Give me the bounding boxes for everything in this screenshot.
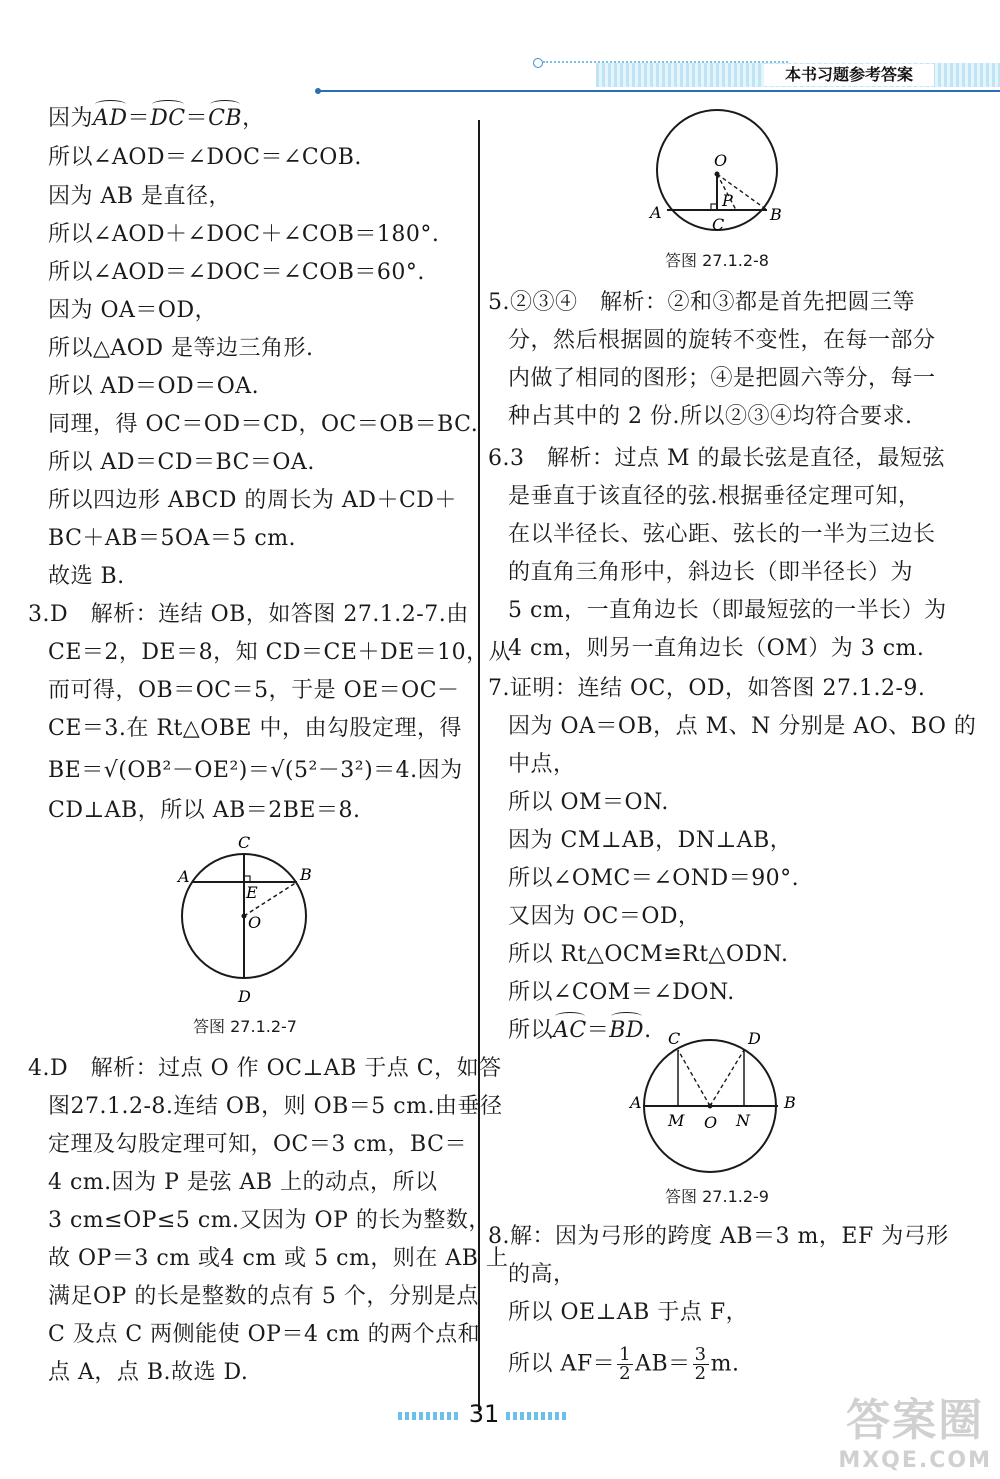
question-4-line: 4 cm.因为 P 是弦 AB 上的动点，所以 — [48, 1170, 438, 1195]
label-b: B — [770, 205, 782, 224]
text-fragment: 所以 — [508, 1018, 554, 1043]
text-line: 因为 AB 是直径， — [48, 184, 232, 209]
label-m: M — [668, 1111, 685, 1130]
dashed-od — [710, 1050, 744, 1106]
label-d: D — [238, 987, 251, 1006]
label-c: C — [238, 833, 251, 852]
question-4-line: 4.D 解析：过点 O 作 OC⊥AB 于点 C，如答 — [28, 1056, 502, 1081]
question-8-line: 的高， — [508, 1262, 576, 1287]
text-line: 同理，得 OC＝OD＝CD，OC＝OB＝BC. — [48, 412, 479, 437]
denominator: 2 — [694, 1363, 707, 1384]
text-line: 故选 B. — [48, 564, 125, 589]
question-7-line: 中点， — [508, 752, 576, 777]
label-a: A — [178, 867, 190, 886]
arc-bd: BD — [609, 1016, 644, 1046]
text-line: 所以 AD＝CD＝BC＝OA. — [48, 450, 315, 475]
page-number-ornament-right — [506, 1412, 566, 1420]
center-point — [242, 914, 247, 919]
text-fragment: ＝ — [586, 1018, 610, 1043]
text-line: 所以∠AOD＝∠DOC＝∠COB＝60°. — [48, 260, 425, 285]
question-6-line: 5 cm，一直角边长（即最短弦的一半长）为 — [508, 598, 947, 623]
text-fragment: ＝ — [127, 106, 151, 131]
question-7-line: 所以∠COM＝∠DON. — [508, 980, 735, 1005]
question-7-line: 所以 Rt△OCM≌Rt△ODN. — [508, 942, 789, 967]
question-6-line: 6.3 解析：过点 M 的最长弦是直径，最短弦 — [488, 446, 946, 471]
text-line: 所以∠AOD＝∠DOC＝∠COB. — [48, 145, 362, 170]
question-5-line: 分，然后根据圆的旋转不变性，在每一部分 — [508, 328, 936, 353]
question-8-line: 8.解：因为弓形的跨度 AB＝3 m，EF 为弓形 — [488, 1224, 949, 1249]
arc-cb: CB — [208, 104, 242, 134]
watermark-title: 答案圈 — [846, 1395, 985, 1446]
text-line: 所以 AD＝OD＝OA. — [48, 374, 260, 399]
question-4-line: 图27.1.2-8.连结 OB，则 OB＝5 cm.由垂径 — [48, 1094, 503, 1119]
text-line: BC＋AB＝5OA＝5 cm. — [48, 526, 297, 551]
text-fragment: AB＝ — [635, 1351, 691, 1377]
page-number: 31 — [468, 1400, 500, 1428]
question-8-line — [508, 1346, 739, 1383]
question-6-line: 4 cm，则另一直角边长（OM）为 3 cm. — [508, 636, 925, 661]
label-b: B — [300, 865, 312, 884]
question-7-line: 所以∠OMC＝∠OND＝90°. — [508, 866, 800, 891]
label-e: E — [246, 883, 258, 902]
numerator: 1 — [619, 1344, 632, 1365]
question-4-line: 3 cm≤OP≤5 cm.又因为 OP 的长为整数， — [48, 1208, 491, 1233]
label-a: A — [650, 203, 662, 222]
text-line: 所以四边形 ABCD 的周长为 AD＋CD＋ — [48, 488, 457, 513]
question-4-line: 定理及勾股定理可知，OC＝3 cm，BC＝ — [48, 1132, 467, 1157]
fraction-three-halves — [693, 1346, 709, 1383]
text-fragment: 所以 AF＝ — [508, 1351, 616, 1377]
text-line: 因为 OA＝OD， — [48, 298, 218, 323]
figure-27-1-2-9 — [626, 1029, 806, 1176]
question-7-line: 因为 CM⊥AB，DN⊥AB， — [508, 828, 793, 853]
question-5-line: 5.②③④ 解析：②和③都是首先把圆三等 — [488, 290, 915, 315]
question-7-line — [508, 1016, 652, 1046]
figure-caption: 答图 27.1.2-9 — [665, 1187, 769, 1206]
label-o: O — [704, 1113, 718, 1132]
watermark — [838, 1384, 992, 1473]
figure-caption: 答图 27.1.2-8 — [665, 251, 769, 270]
question-3-line: 而可得，OB＝OC＝5，于是 OE＝OC－ — [48, 678, 460, 703]
question-3-line: BE＝√(OB²－OE²)＝√(5²－3²)＝4.因为 — [48, 758, 463, 783]
center-point — [708, 1104, 713, 1109]
label-d: D — [748, 1029, 761, 1048]
label-a: A — [630, 1093, 642, 1112]
question-7-line: 又因为 OC＝OD， — [508, 904, 701, 929]
question-7-line: 因为 OA＝OB，点 M、N 分别是 AO、BO 的 — [508, 714, 977, 739]
question-4-line: 故 OP＝3 cm 或4 cm 或 5 cm，则在 AB 上 — [48, 1246, 509, 1271]
label-c: C — [712, 215, 725, 234]
text-line: 所以∠AOD＋∠DOC＋∠COB＝180°. — [48, 222, 440, 247]
question-6-line: 是垂直于该直径的弦.根据垂径定理可知， — [508, 484, 921, 509]
denominator: 2 — [619, 1363, 632, 1384]
label-o: O — [248, 913, 262, 932]
question-3-line: CE＝3.在 Rt△OBE 中，由勾股定理，得 — [48, 716, 462, 741]
label-b: B — [784, 1093, 796, 1112]
header-rule — [320, 90, 1000, 92]
header-ornament-dot — [533, 58, 543, 68]
question-5-line: 内做了相同的图形；④是把圆六等分，每一 — [508, 366, 936, 391]
question-3-line: CE＝2，DE＝8，知 CD＝CE＋DE＝10，从 — [48, 640, 512, 665]
arc-ac: AC — [553, 1016, 587, 1046]
question-5-line: 种占其中的 2 份.所以②③④均符合要求. — [508, 404, 913, 429]
question-4-line: 点 A，点 B.故选 D. — [48, 1360, 249, 1385]
text-fragment: . — [644, 1018, 652, 1043]
text-fragment: m. — [710, 1351, 740, 1377]
text-line — [48, 104, 265, 134]
page-number-ornament-left — [398, 1412, 458, 1420]
label-n: N — [736, 1111, 750, 1130]
question-7-line: 7.证明：连结 OC，OD，如答图 27.1.2-9. — [488, 676, 926, 701]
question-3-line: 3.D 解析：连结 OB，如答图 27.1.2-7.由 — [28, 602, 469, 627]
question-6-line: 在以半径长、弦心距、弦长的一半为三边长 — [508, 522, 936, 547]
figure-caption: 答图 27.1.2-7 — [193, 1017, 297, 1036]
center-point — [715, 172, 720, 177]
question-6-line: 的直角三角形中，斜边长（即半径长）为 — [508, 560, 914, 585]
text-fragment: ， — [242, 106, 265, 131]
text-fragment: ＝ — [185, 106, 209, 131]
numerator: 3 — [694, 1344, 707, 1365]
text-fragment: 因为 — [48, 106, 94, 131]
fraction-one-half — [617, 1346, 633, 1383]
question-8-line: 所以 OE⊥AB 于点 F， — [508, 1300, 749, 1325]
figure-27-1-2-7 — [170, 832, 320, 1012]
arc-ad: AD — [93, 104, 128, 134]
dashed-oc — [678, 1050, 710, 1106]
circle — [657, 110, 777, 230]
arc-dc: DC — [150, 104, 185, 134]
watermark-url: MXQE.COM — [838, 1448, 992, 1473]
question-4-line: 满足OP 的长是整数的点有 5 个，分别是点 — [48, 1284, 479, 1309]
label-p: P — [722, 191, 733, 210]
question-3-line: CD⊥AB，所以 AB＝2BE＝8. — [48, 798, 361, 823]
label-o: O — [714, 151, 728, 170]
question-4-line: C 及点 C 两侧能使 OP＝4 cm 的两个点和 — [48, 1322, 481, 1347]
header-title: 本书习题参考答案 — [764, 64, 934, 86]
text-line: 所以△AOD 是等边三角形. — [48, 336, 314, 361]
question-7-line: 所以 OM＝ON. — [508, 790, 669, 815]
figure-27-1-2-8 — [640, 108, 790, 248]
label-c: C — [668, 1029, 681, 1048]
